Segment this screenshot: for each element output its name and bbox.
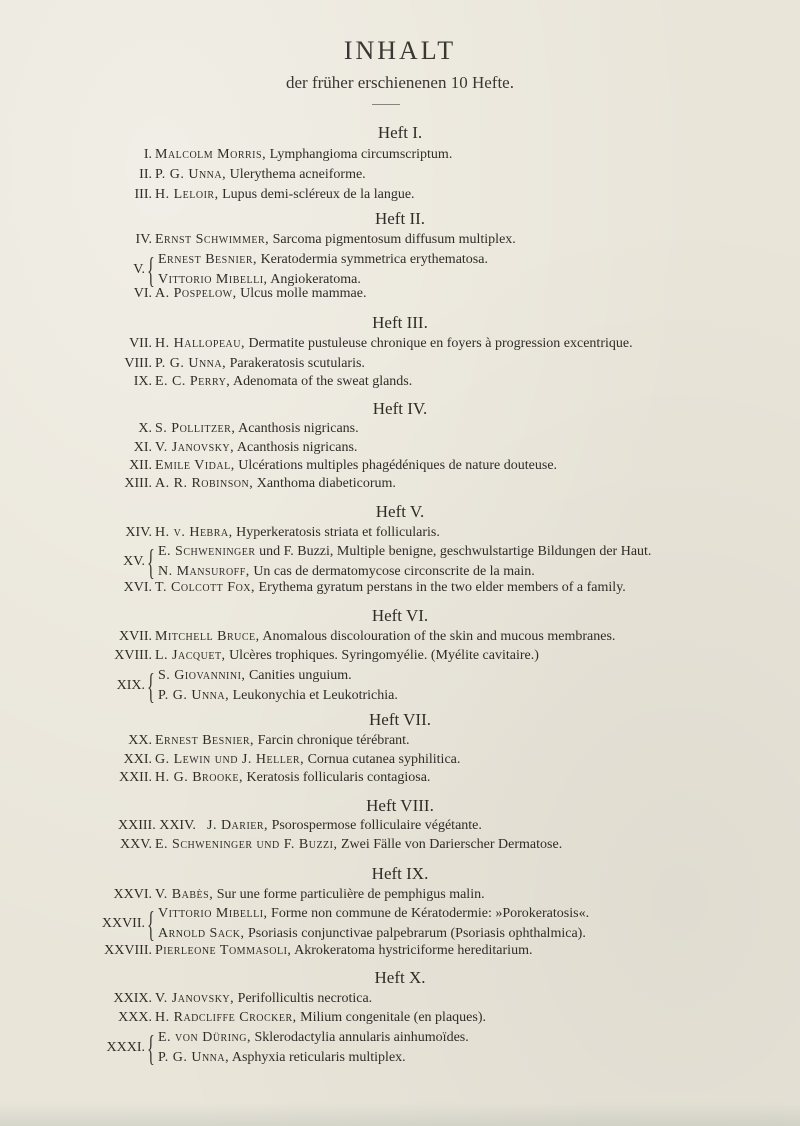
entry-number: XII. [129,458,152,473]
entry-text [155,476,396,492]
heft-heading: Heft VII. [369,710,431,729]
entry-author: H. v. Hebra, [155,525,233,540]
entry-number: XIV. [125,525,152,540]
entry-text [155,837,562,853]
entry-number: XXVIII. [104,943,152,958]
entry-title: Farcin chronique térébrant. [257,733,410,748]
entry-author: Ernest Besnier, [158,252,258,267]
entry-author: E. Schweninger [158,544,256,559]
entry-author: A. R. Robinson, [155,476,254,491]
entry-text [155,232,516,248]
entry-author: E. von Düring, [158,1030,251,1045]
heft-heading: Heft X. [374,968,426,987]
entry-text [158,544,651,560]
entry-title: Forme non commune de Kératodermie: »Porokeratosis«. [271,906,590,921]
list-item [0,752,800,772]
entry-text [207,818,482,834]
entry-title: Ulcérations multiples phagédéniques de nature douteuse. [238,458,558,473]
entry-text [155,1010,486,1026]
entry-title: Ulcus molle mammae. [240,286,367,301]
entry-author: P. G. Unna, [155,167,227,182]
entry-author: T. Colcott Fox, [155,580,256,595]
list-item [0,356,800,376]
entry-title: Sur une forme particulière de pemphigus malin. [216,887,485,902]
entry-text [158,1030,469,1046]
entry-text [155,286,366,302]
entry-author: Malcolm Morris, [155,147,267,162]
entry-number: XXVI. [113,887,152,902]
entry-author: V. Babès, [155,887,214,902]
brace-glyph: { [147,904,155,944]
list-item [0,887,800,907]
entry-number: VIII. [124,356,152,371]
entry-author: E. Schweninger und F. Buzzi, [155,837,338,852]
entry-author: V. Janovsky, [155,440,235,455]
entry-author: Vittorio Mibelli, [158,906,268,921]
list-item [0,286,800,306]
entry-author: E. C. Perry, [155,374,231,389]
entry-number: XXIX. [113,991,152,1006]
heft-heading: Heft V. [375,502,425,521]
brace-glyph: { [147,1028,155,1068]
entry-text [158,688,398,704]
entry-number: XXV. [119,837,152,852]
entry-title: Acanthosis nigricans. [238,421,359,436]
title-divider [372,104,400,105]
entry-title: Parakeratosis scutularis. [229,356,365,371]
entry-title: Milium congenitale (en plaques). [300,1010,486,1025]
entry-title: Leukonychia et Leukotrichia. [232,688,398,703]
entry-text [158,252,488,268]
entry-title: Un cas de dermatomycose circonscrite de la main. [253,564,535,579]
list-item [0,943,800,963]
entry-author: P. G. Unna, [158,688,230,703]
entry-number: IV. [135,232,152,247]
entry-number: XI. [133,440,152,455]
heft-heading: Heft IV. [372,399,428,418]
entry-title: Perifollicultis necrotica. [237,991,373,1006]
entry-number: XVII. [118,629,152,644]
entry-text [155,336,633,352]
heft-heading: Heft II. [374,209,426,228]
entry-author: Emile Vidal, [155,458,235,473]
entry-author: Mitchell Bruce, [155,629,260,644]
entry-author: H. Leloir, [155,187,219,202]
entry-text [155,147,452,163]
entry-number: XX. [128,733,152,748]
entry-title: Dermatite pustuleuse chronique en foyers à progression excentrique. [248,336,633,351]
entry-title: Adenomata of the sweat glands. [233,374,413,389]
entry-text [155,648,539,664]
list-item [0,733,800,753]
entry-title: Anomalous discolouration of the skin and mucous membranes. [262,629,616,644]
entry-title: Sklerodactylia annularis ainhumoïdes. [254,1030,469,1045]
brace-glyph: { [147,250,155,290]
entry-number: VI. [133,286,152,301]
list-item [0,476,800,496]
entry-author: Vittorio Mibelli, [158,272,268,287]
entry-number: X. [138,421,152,436]
entry-title: Keratodermia symmetrica erythematosa. [260,252,488,267]
grouped-entry [0,906,800,946]
entry-text [158,564,535,580]
entry-text [155,770,430,786]
entry-number: XXX. [118,1010,152,1025]
brace-glyph: { [147,666,155,706]
heft-heading: Heft III. [372,313,428,332]
entry-author: Ernst Schwimmer, [155,232,270,247]
list-item [0,336,800,356]
entry-title: Sarcoma pigmentosum diffusum multiplex. [272,232,516,247]
entry-title: Akrokeratoma hystriciforme hereditarium. [294,943,533,958]
list-item [0,421,800,441]
entry-author: S. Pollitzer, [155,421,236,436]
entry-text [155,580,626,596]
entry-author: Pierleone Tommasoli, [155,943,292,958]
entry-title: Lupus demi-scléreux de la langue. [222,187,415,202]
entry-author: Arnold Sack, [158,926,245,941]
heft-heading: Heft VI. [371,606,429,625]
list-item [0,440,800,460]
entry-title: Acanthosis nigricans. [236,440,358,455]
heft-heading: Heft IX. [371,864,429,883]
page-edge-shadow [0,1102,800,1126]
entry-author: V. Janovsky, [155,991,235,1006]
brace-glyph: { [147,542,155,582]
entry-title: Hyperkeratosis striata et follicularis. [236,525,440,540]
list-item [0,167,800,187]
entry-text [155,525,440,541]
list-item [0,991,800,1011]
heft-heading: Heft I. [377,123,423,142]
entry-text [155,440,357,456]
entry-text [155,187,415,203]
entry-text [155,374,412,390]
entry-author: P. G. Unna, [155,356,227,371]
entry-title: Xanthoma diabeticorum. [256,476,396,491]
list-item [0,525,800,545]
list-item [0,374,800,394]
entry-title: Lymphangioma circumscriptum. [269,147,453,162]
list-item [0,147,800,167]
entry-author: H. Hallopeau, [155,336,245,351]
entry-text [155,356,365,372]
entry-text [155,887,485,903]
grouped-entry [0,1030,800,1070]
entry-number: XXII. [118,770,152,785]
entry-author: P. G. Unna, [158,1050,230,1065]
entry-text [155,167,366,183]
entry-author: J. Darier, [207,818,269,833]
entry-number: XXVII. [101,916,145,931]
entry-title: Erythema gyratum perstans in the two elder members of a family. [258,580,626,595]
list-item [0,187,800,207]
grouped-entry [0,544,800,584]
entry-text [155,752,460,768]
entry-text [155,733,410,749]
entry-number: XXXI. [106,1040,145,1055]
entry-title: Zwei Fälle von Darierscher Dermatose. [341,837,563,852]
entry-author: H. G. Brooke, [155,770,244,785]
list-item [0,770,800,790]
entry-text [155,629,615,645]
entry-author: L. Jacquet, [155,648,226,663]
entry-number: III. [134,187,152,202]
list-item [0,232,800,252]
entry-title: Keratosis follicularis contagiosa. [246,770,431,785]
entry-text [158,926,586,942]
entry-number: V. [133,262,145,277]
entry-text [155,421,359,437]
list-item [0,458,800,478]
entry-title: Psorospermose folliculaire végétante. [271,818,482,833]
list-item [0,580,800,600]
entry-text [155,458,557,474]
list-item [0,1010,800,1030]
entry-number: XV. [123,554,145,569]
page-subtitle: der früher erschienenen 10 Hefte. [286,73,514,92]
entry-title: Ulerythema acneiforme. [229,167,366,182]
entry-text [155,943,532,959]
entry-number: IX. [133,374,152,389]
entry-text [158,906,589,922]
entry-number: XVI. [123,580,152,595]
entry-number: XVIII. [114,648,152,663]
entry-author: N. Mansuroff, [158,564,250,579]
grouped-entry [0,668,800,708]
entry-author: G. Lewin und J. Heller, [155,752,305,767]
entry-author: A. Pospelow, [155,286,237,301]
entry-title: Angiokeratoma. [270,272,361,287]
entry-title: Canities unguium. [248,668,352,683]
entry-text [155,991,372,1007]
entry-number: XXI. [123,752,152,767]
entry-title: Cornua cutanea syphilitica. [307,752,461,767]
entry-author: H. Radcliffe Crocker, [155,1010,297,1025]
list-item [0,648,800,668]
entry-number: I. [143,147,152,162]
entry-number: XIX. [116,678,145,693]
list-item [0,837,800,857]
list-item [0,629,800,649]
entry-number: II. [139,167,152,182]
page-title: INHALT [343,36,457,65]
list-item [0,818,800,838]
entry-number: XXIII. XXIV. [118,818,196,833]
entry-number: XIII. [124,476,152,491]
entry-text [158,1050,406,1066]
entry-title: Asphyxia reticularis multiplex. [231,1050,406,1065]
entry-title: Ulcères trophiques. Syringomyélie. (Myélite cavitaire.) [229,648,539,663]
entry-author: S. Giovannini, [158,668,246,683]
heft-heading: Heft VIII. [366,796,434,815]
entry-text [158,668,352,684]
entry-title: und F. Buzzi, Multiple benigne, geschwulstartige Bildungen der Haut. [259,544,652,559]
entry-author: Ernest Besnier, [155,733,255,748]
entry-number: VII. [129,336,152,351]
entry-title: Psoriasis conjunctivae palpebrarum (Psoriasis ophthalmica). [247,926,586,941]
